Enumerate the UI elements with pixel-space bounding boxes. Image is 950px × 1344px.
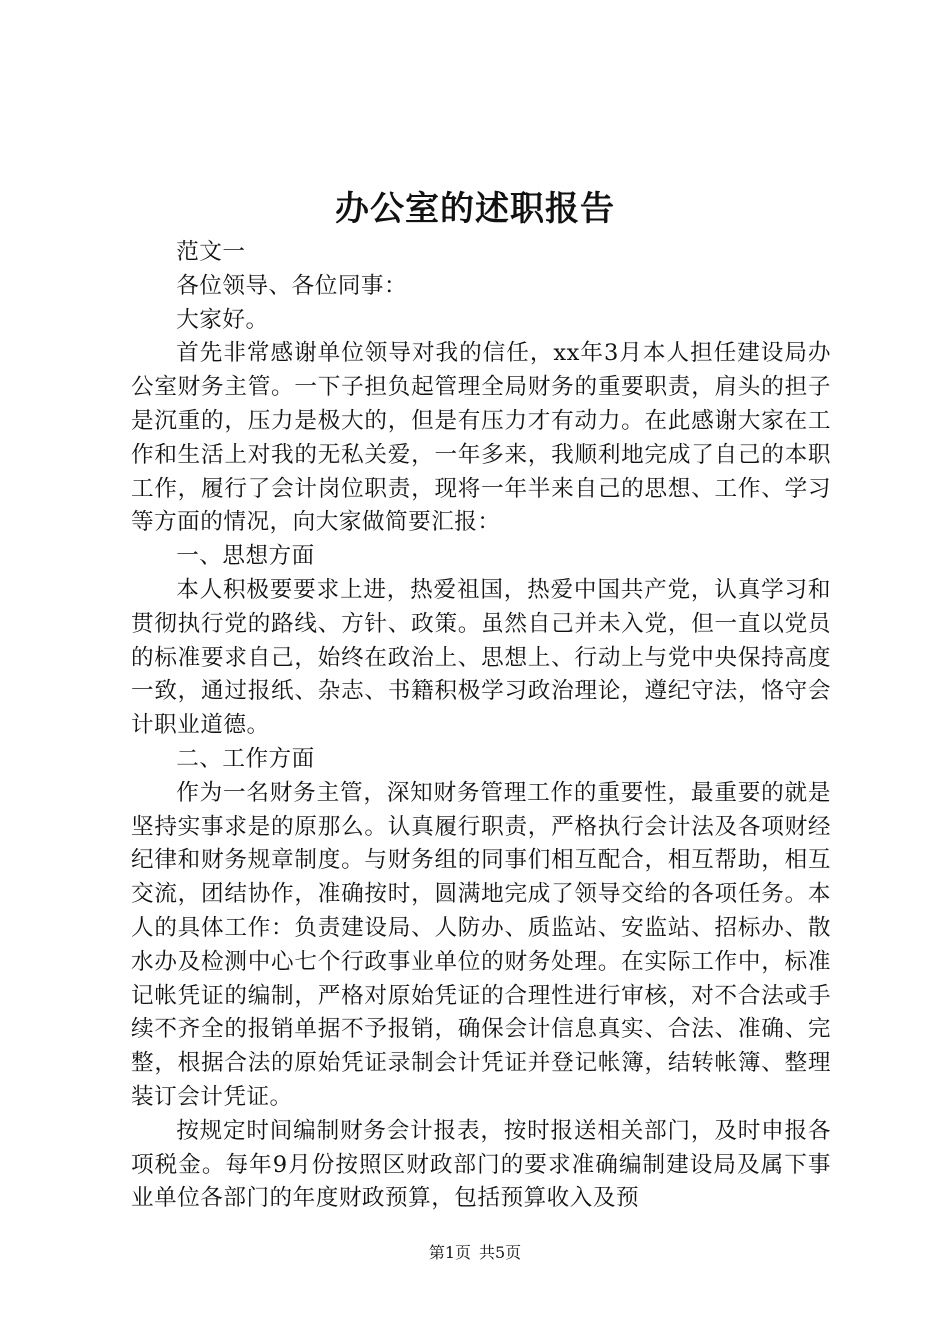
page-total: 共5页 bbox=[479, 1243, 522, 1262]
paragraph-thought: 本人积极要要求上进，热爱祖国，热爱中国共产党，认真学习和贯彻执行党的路线、方针、政策。虽然自己并未入党，但一直以党员的标准要求自己，始终在政治上、思想上、行动上与党中央保持高度一致，通过报纸、杂志、书籍积极学习政治理论，遵纪守法，恪守会计职业道德。 bbox=[131, 576, 831, 739]
paragraph-greeting: 大家好。 bbox=[176, 306, 269, 333]
page-number: 第1页 bbox=[428, 1243, 471, 1262]
paragraph-reports: 按规定时间编制财务会计报表，按时报送相关部门，及时申报各项税金。每年9月份按照区财政部门的要求准确编制建设局及属下事业单位各部门的年度财政预算，包括预算收入及预 bbox=[131, 1117, 831, 1212]
document-body bbox=[131, 236, 831, 1216]
paragraph-work: 作为一名财务主管，深知财务管理工作的重要性，最重要的就是坚持实事求是的原那么。认真履行职责，严格执行会计法及各项财经纪律和财务规章制度。与财务组的同事们相互配合，相互帮助，相互交流，团结协作，准确按时，圆满地完成了领导交给的各项任务。本人的具体工作：负责建设局、人防办、质监站、安监站、招标办、散水办及检测中心七个行政事业单位的财务处理。在实际工作中，标准记帐凭证的编制，严格对原始凭证的合理性进行审核，对不合法或手续不齐全的报销单据不予报销，确保会计信息真实、合法、准确、完整，根据合法的原始凭证录制会计凭证并登记帐簿，结转帐簿、整理装订会计凭证。 bbox=[131, 779, 831, 1110]
document-title: 办公室的述职报告 bbox=[335, 189, 615, 229]
page-footer bbox=[0, 1241, 950, 1265]
paragraph-heading-sample: 范文一 bbox=[176, 239, 246, 265]
section-heading-work: 二、工作方面 bbox=[176, 745, 315, 772]
paragraph-salutation: 各位领导、各位同事： bbox=[176, 272, 408, 299]
paragraph-intro: 首先非常感谢单位领导对我的信任，xx年3月本人担任建设局办公室财务主管。一下子担负起管理全局财务的重要职责，肩头的担子是沉重的，压力是极大的，但是有压力才有动力。在此感谢大家在工作和生活上对我的无私关爱，一年多来，我顺利地完成了自己的本职工作，履行了会计岗位职责，现将一年半来自己的思想、工作、学习等方面的情况，向大家做简要汇报： bbox=[131, 340, 831, 536]
section-heading-thought: 一、思想方面 bbox=[176, 543, 315, 570]
